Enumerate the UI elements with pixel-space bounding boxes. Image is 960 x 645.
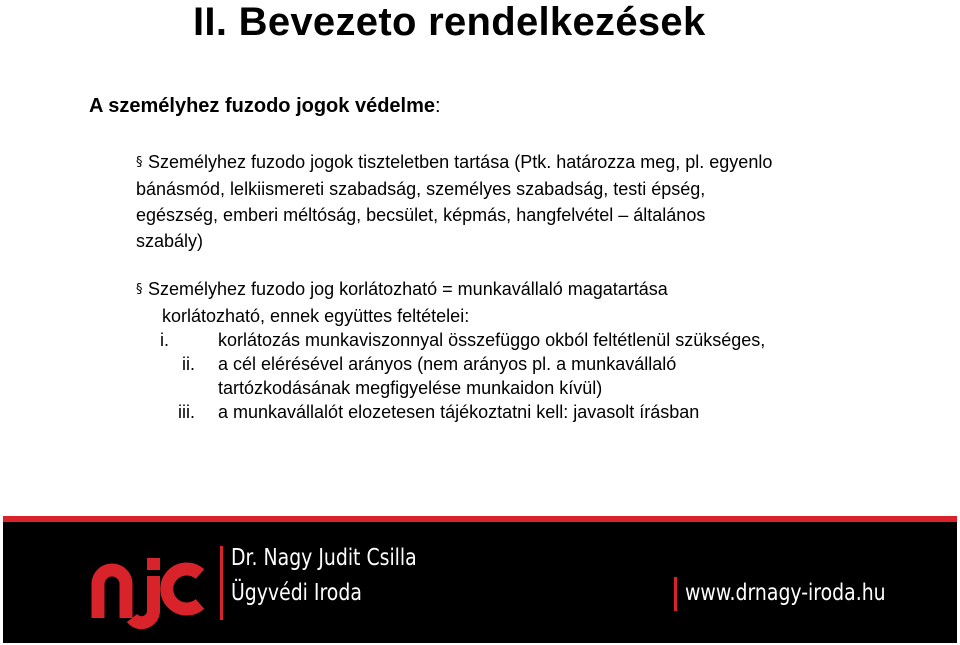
list-item xyxy=(160,328,765,352)
list-item-number: iii. xyxy=(178,402,195,422)
paragraph-line: szabály) xyxy=(136,231,204,251)
slide-title: II. Bevezeto rendelkezések xyxy=(193,0,706,44)
list-item xyxy=(160,352,765,376)
section-bullet-icon: § xyxy=(136,282,143,297)
list-item xyxy=(160,400,765,424)
list-item-text: a munkavállalót elozetesen tájékoztatni kell: javasolt írásban xyxy=(218,402,700,422)
firm-type: Ügyvédi Iroda xyxy=(231,580,362,606)
paragraph-line: § Személyhez fuzodo jogok tiszteletben tartása (Ptk. határozza meg, pl. egyenlo xyxy=(136,149,926,176)
subtitle-text: A személyhez fuzodo jogok védelme xyxy=(89,95,436,117)
paragraph-line: korlátozható, ennek együttes feltételei: xyxy=(162,306,470,326)
footer-banner xyxy=(3,522,957,643)
njc-logo-icon xyxy=(90,544,208,630)
website-link[interactable]: www.drnagy-iroda.hu xyxy=(685,580,886,606)
list-item-continuation: tartózkodásának megfigyelése munkaidon kívül) xyxy=(218,378,603,398)
paragraph-line: § Személyhez fuzodo jog korlátozható = munkavállaló magatartása xyxy=(136,276,926,303)
firm-name: Dr. Nagy Judit Csilla xyxy=(231,545,417,571)
list-item-number: ii. xyxy=(182,354,195,374)
footer-divider xyxy=(674,577,677,611)
list-item-number: i. xyxy=(160,330,169,350)
subtitle-colon: : xyxy=(435,95,441,117)
conditions-list xyxy=(160,328,765,424)
paragraph-personal-rights xyxy=(136,149,926,254)
list-item-text: korlátozás munkaviszonnyal összefüggo okból feltétlenül szükséges, xyxy=(218,330,766,350)
footer-divider xyxy=(220,546,223,620)
slide-subtitle xyxy=(89,93,441,119)
section-bullet-icon: § xyxy=(136,155,143,170)
list-item-text: a cél elérésével arányos (nem arányos pl. a munkavállaló xyxy=(218,354,677,374)
paragraph-restriction xyxy=(136,276,926,329)
paragraph-line: bánásmód, lelkiismereti szabadság, személyes szabadság, testi épség, xyxy=(136,179,706,199)
paragraph-line: egészség, emberi méltóság, becsület, képmás, hangfelvétel – általános xyxy=(136,205,706,225)
